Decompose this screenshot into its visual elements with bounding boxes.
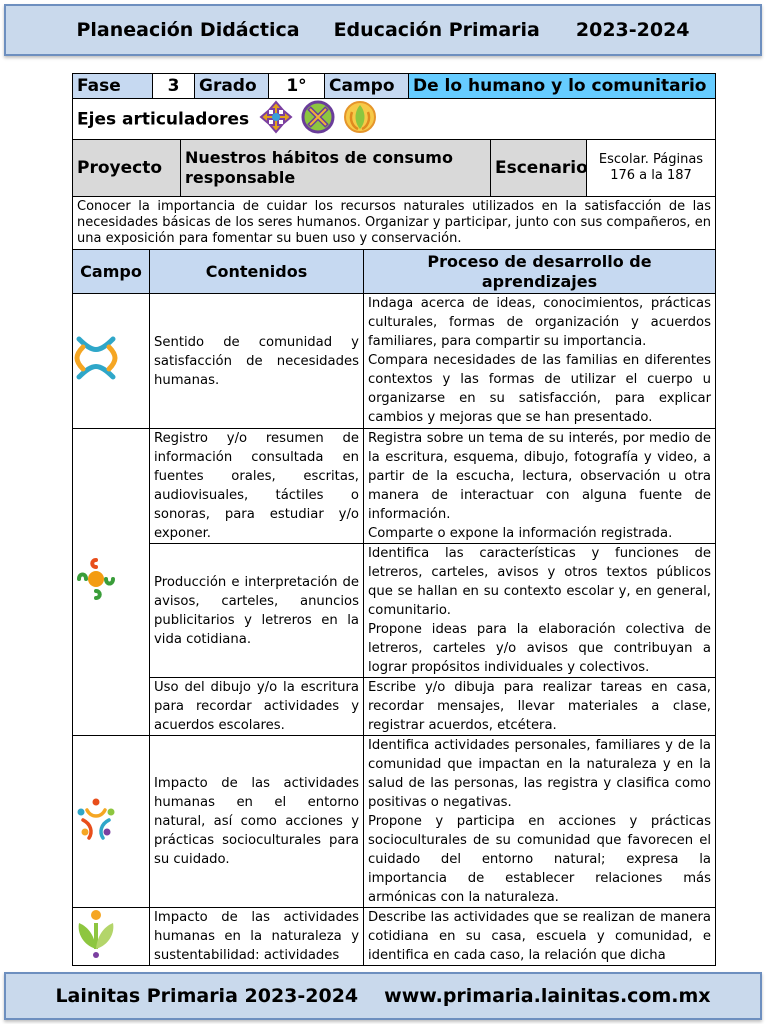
leaf-flame-icon (343, 100, 377, 139)
proceso-text: Identifica actividades personales, familiares y de la comunidad que impactan en la naturaleza y en la salud de las personas, las registra y clasifica como positivas o negativas. (368, 738, 711, 810)
header-level: Educación Primaria (333, 19, 540, 41)
proceso-cell (364, 736, 716, 908)
campo-value: De lo humano y lo comunitario (409, 74, 716, 99)
table-row (73, 736, 716, 908)
proceso-text: Indaga acerca de ideas, conocimientos, prácticas culturales, formas de organización y acuerdos familiares, para compartir su importancia. (368, 296, 711, 349)
people-circle-icon (73, 831, 119, 846)
proceso-text: Propone ideas para la elaboración colectiva de letreros, carteles y/o avisos que contribuyan a lograr propósitos individuales y colectivos. (368, 622, 711, 675)
campo-icon-cell (73, 736, 150, 908)
proceso-text: Comparte o expone la información registrada. (368, 526, 673, 541)
proyecto-label: Proyecto (73, 140, 181, 197)
contenido-text: Sentido de comunidad y satisfacción de necesidades humanas. (150, 294, 364, 429)
escenario-label: Escenario (491, 140, 587, 197)
proyecto-value: Nuestros hábitos de consumo responsable (181, 140, 491, 197)
col-proceso: Proceso de desarrollo de aprendizajes (364, 250, 716, 294)
proceso-text: Propone y participa en acciones y prácticas socioculturales de su comunidad que favorecen el cuidado del entorno natural; expresa la importancia de establecer relaciones más armónicas con la naturaleza. (368, 814, 711, 905)
proceso-text: Compara necesidades de las familias en diferentes contextos y las formas de utilizar el cuerpo u organizarse en su satisfacción, para explicar cambios y mejoras que se han presentado. (368, 353, 711, 425)
footer-url[interactable]: www.primaria.lainitas.com.mx (384, 985, 711, 1007)
contenido-text: Producción e interpretación de avisos, carteles, anuncios publicitarios y letreros en la vida cotidiana. (150, 544, 364, 678)
ejes-label: Ejes articuladores (77, 109, 250, 129)
contenido-text: Uso del dibujo y/o la escritura para recordar actividades y acuerdos escolares. (150, 678, 364, 736)
header-title: Planeación Didáctica (76, 19, 300, 41)
objective-table (72, 196, 716, 250)
campo-icon-cell (73, 908, 150, 966)
table-row (73, 429, 716, 544)
table-row (73, 678, 716, 736)
proceso-cell (364, 429, 716, 544)
people-embrace-icon (73, 372, 119, 387)
fase-value: 3 (153, 74, 195, 99)
content-table (72, 249, 716, 966)
lenguajes-icon (73, 591, 119, 606)
contenido-text: Registro y/o resumen de información consultada en fuentes orales, escritas, audiovisuales, táctiles o sonoras, para estudiar y/o exponer. (150, 429, 364, 544)
header-banner (4, 4, 762, 56)
table-row (73, 544, 716, 678)
grado-label: Grado (195, 74, 269, 99)
proceso-cell (364, 678, 716, 736)
col-contenidos: Contenidos (150, 250, 364, 294)
proceso-cell (364, 294, 716, 429)
table-row (73, 294, 716, 429)
proceso-text: Registra sobre un tema de su interés, por medio de la escritura, esquema, dibujo, fotografía y video, a partir de la escucha, lectura, observación u otra manera de interactuar con alguna fuente de información. (368, 431, 711, 522)
campo-icon-cell (73, 294, 150, 429)
ejes-table (72, 98, 716, 140)
footer-banner (4, 972, 762, 1020)
circle-x-icon (301, 100, 335, 139)
header-year: 2023-2024 (575, 19, 690, 41)
info-table (72, 73, 716, 99)
campo-icon-cell (73, 429, 150, 736)
contenido-text: Impacto de las actividades humanas en el entorno natural, así como acciones y prácticas socioculturales para su cuidado. (150, 736, 364, 908)
proceso-cell (364, 908, 716, 966)
grado-value: 1° (269, 74, 325, 99)
proceso-text: Describe las actividades que se realizan de manera cotidiana en su casa, escuela y comunidad, e identifica en cada caso, la relación que dicha (368, 910, 711, 963)
cross-arrows-icon (259, 100, 293, 139)
table-row (73, 908, 716, 966)
footer-text: Lainitas Primaria 2023-2024 (55, 985, 359, 1007)
fase-label: Fase (73, 74, 153, 99)
planning-document (72, 73, 716, 969)
plant-person-icon (73, 948, 119, 963)
col-campo: Campo (73, 250, 150, 294)
objective-text: Conocer la importancia de cuidar los recursos naturales utilizados en la satisfacción de las necesidades básicas de los seres humanos. Organizar y participar, junto con sus compañeros, en una exposición para fomentar su buen uso y conservación. (73, 197, 716, 250)
project-table (72, 139, 716, 197)
proceso-text: Identifica las características y funciones de letreros, carteles, avisos y otros textos públicos que se hallan en su contexto escolar y, en general, comunitario. (368, 546, 711, 618)
campo-label: Campo (325, 74, 409, 99)
proceso-cell (364, 544, 716, 678)
proceso-text: Escribe y/o dibuja para realizar tareas en casa, recordar mensajes, llevar materiales a clase, registrar acuerdos, etcétera. (368, 680, 711, 733)
escenario-value: Escolar. Páginas 176 a la 187 (587, 140, 716, 197)
contenido-text: Impacto de las actividades humanas en la naturaleza y sustentabilidad: actividades (150, 908, 364, 966)
